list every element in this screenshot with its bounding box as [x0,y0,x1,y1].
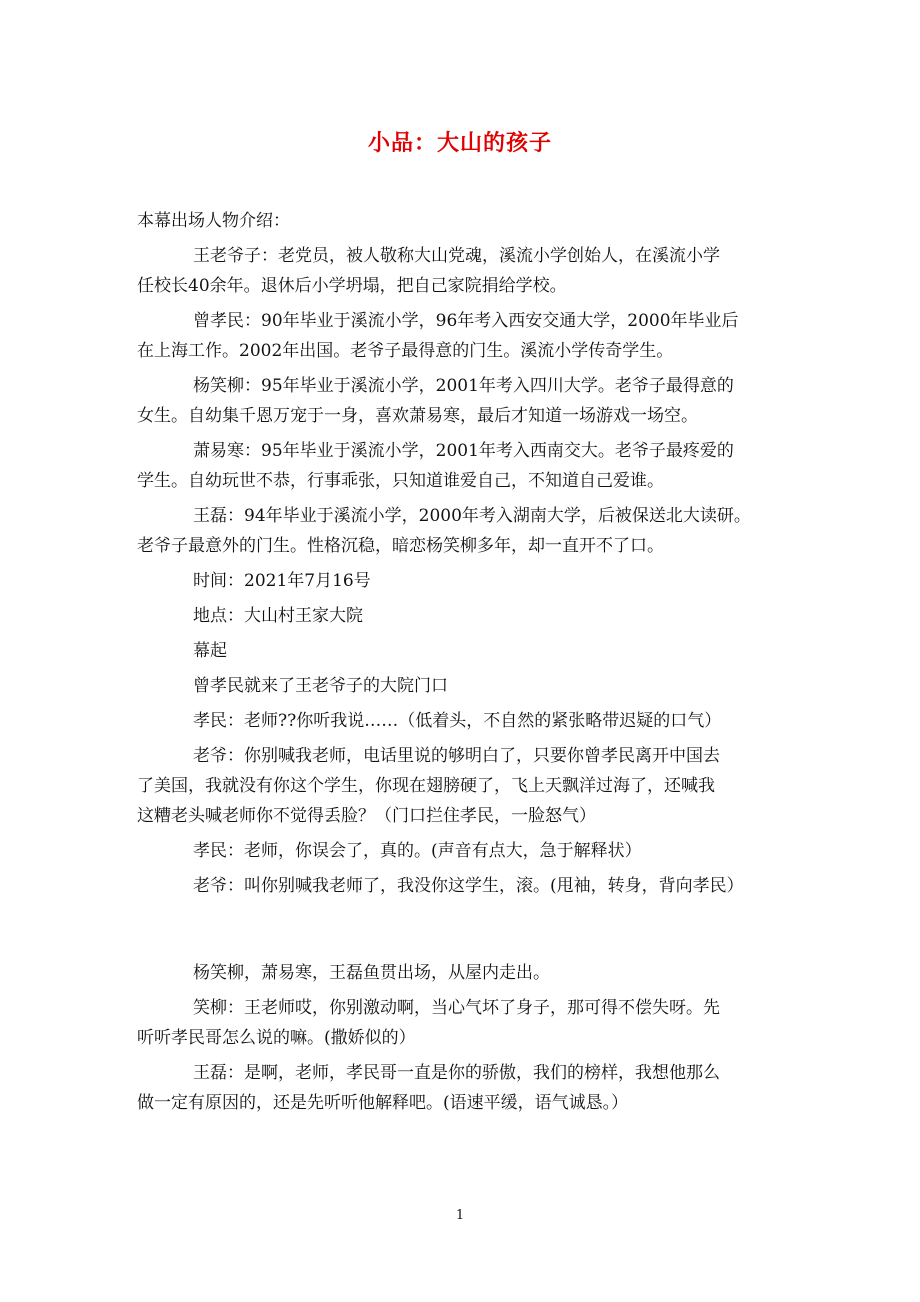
character-entry: 杨笑柳：95年毕业于溪流小学，2001年考入四川大学。老爷子最得意的 女生。自幼集千恩万宠于一身，喜欢萧易寒，最后才知道一场游戏一场空。 [137,376,734,426]
character-entry: 王老爷子：老党员，被人敬称大山党魂，溪流小学创始人，在溪流小学 任校长40余年。退休后小学坍塌，把自己家院捐给学校。 [137,246,720,296]
stage-direction: 杨笑柳，萧易寒，王磊鱼贯出场，从屋内走出。 [193,963,550,983]
page-number: 1 [455,1208,465,1223]
dialogue-line: 老爷：叫你别喊我老师了，我没你这学生，滚。(甩袖，转身，背向孝民） [193,876,744,896]
dialogue-line: 老爷：你别喊我老师，电话里说的够明白了，只要你曾孝民离开中国去 了美国，我就没有你这个学生，你现在翅膀硬了，飞上天飘洋过海了，还喊我 这糟老头喊老师你不觉得丢脸？（门口拦住孝民，一脸怒气） [137,746,720,826]
dialogue-line: 孝民：老师，你误会了，真的。(声音有点大，急于解释状） [193,841,642,861]
blank-line [137,906,787,958]
dialogue-line: 孝民：老师??你听我说……（低着头，不自然的紧张略带迟疑的口气） [193,711,722,731]
dialogue-line: 王磊：是啊，老师，孝民哥一直是你的骄傲，我们的榜样，我想他那么 做一定有原因的，还是先听听他解释吧。(语速平缓，语气诚恳。） [137,1063,720,1113]
dialogue-line: 笑柳：王老师哎，你别激动啊，当心气坏了身子，那可得不偿失呀。先 听听孝民哥怎么说的嘛。(撒娇似的） [137,998,720,1048]
curtain-up: 幕起 [193,641,227,661]
page-title: 小品：大山的孩子 [367,130,552,156]
character-entry: 萧易寒：95年毕业于溪流小学，2001年考入西南交大。老爷子最疼爱的 学生。自幼玩世不恭，行事乖张，只知道谁爱自己，不知道自己爱谁。 [137,441,734,491]
scene-time: 时间：2021年7月16号 [193,571,371,591]
script-body [137,206,787,1123]
scene-place: 地点：大山村王家大院 [193,606,363,626]
character-entry: 曾孝民：90年毕业于溪流小学，96年考入西安交通大学，2000年毕业后 在上海工作。2002年出国。老爷子最得意的门生。溪流小学传奇学生。 [137,311,739,361]
character-intro-heading: 本幕出场人物介绍： [137,211,290,231]
stage-direction: 曾孝民就来了王老爷子的大院门口 [193,676,448,696]
character-entry: 王磊：94年毕业于溪流小学，2000年考入湖南大学，后被保送北大读研。 老爷子最意外的门生。性格沉稳，暗恋杨笑柳多年，却一直开不了口。 [137,506,751,556]
